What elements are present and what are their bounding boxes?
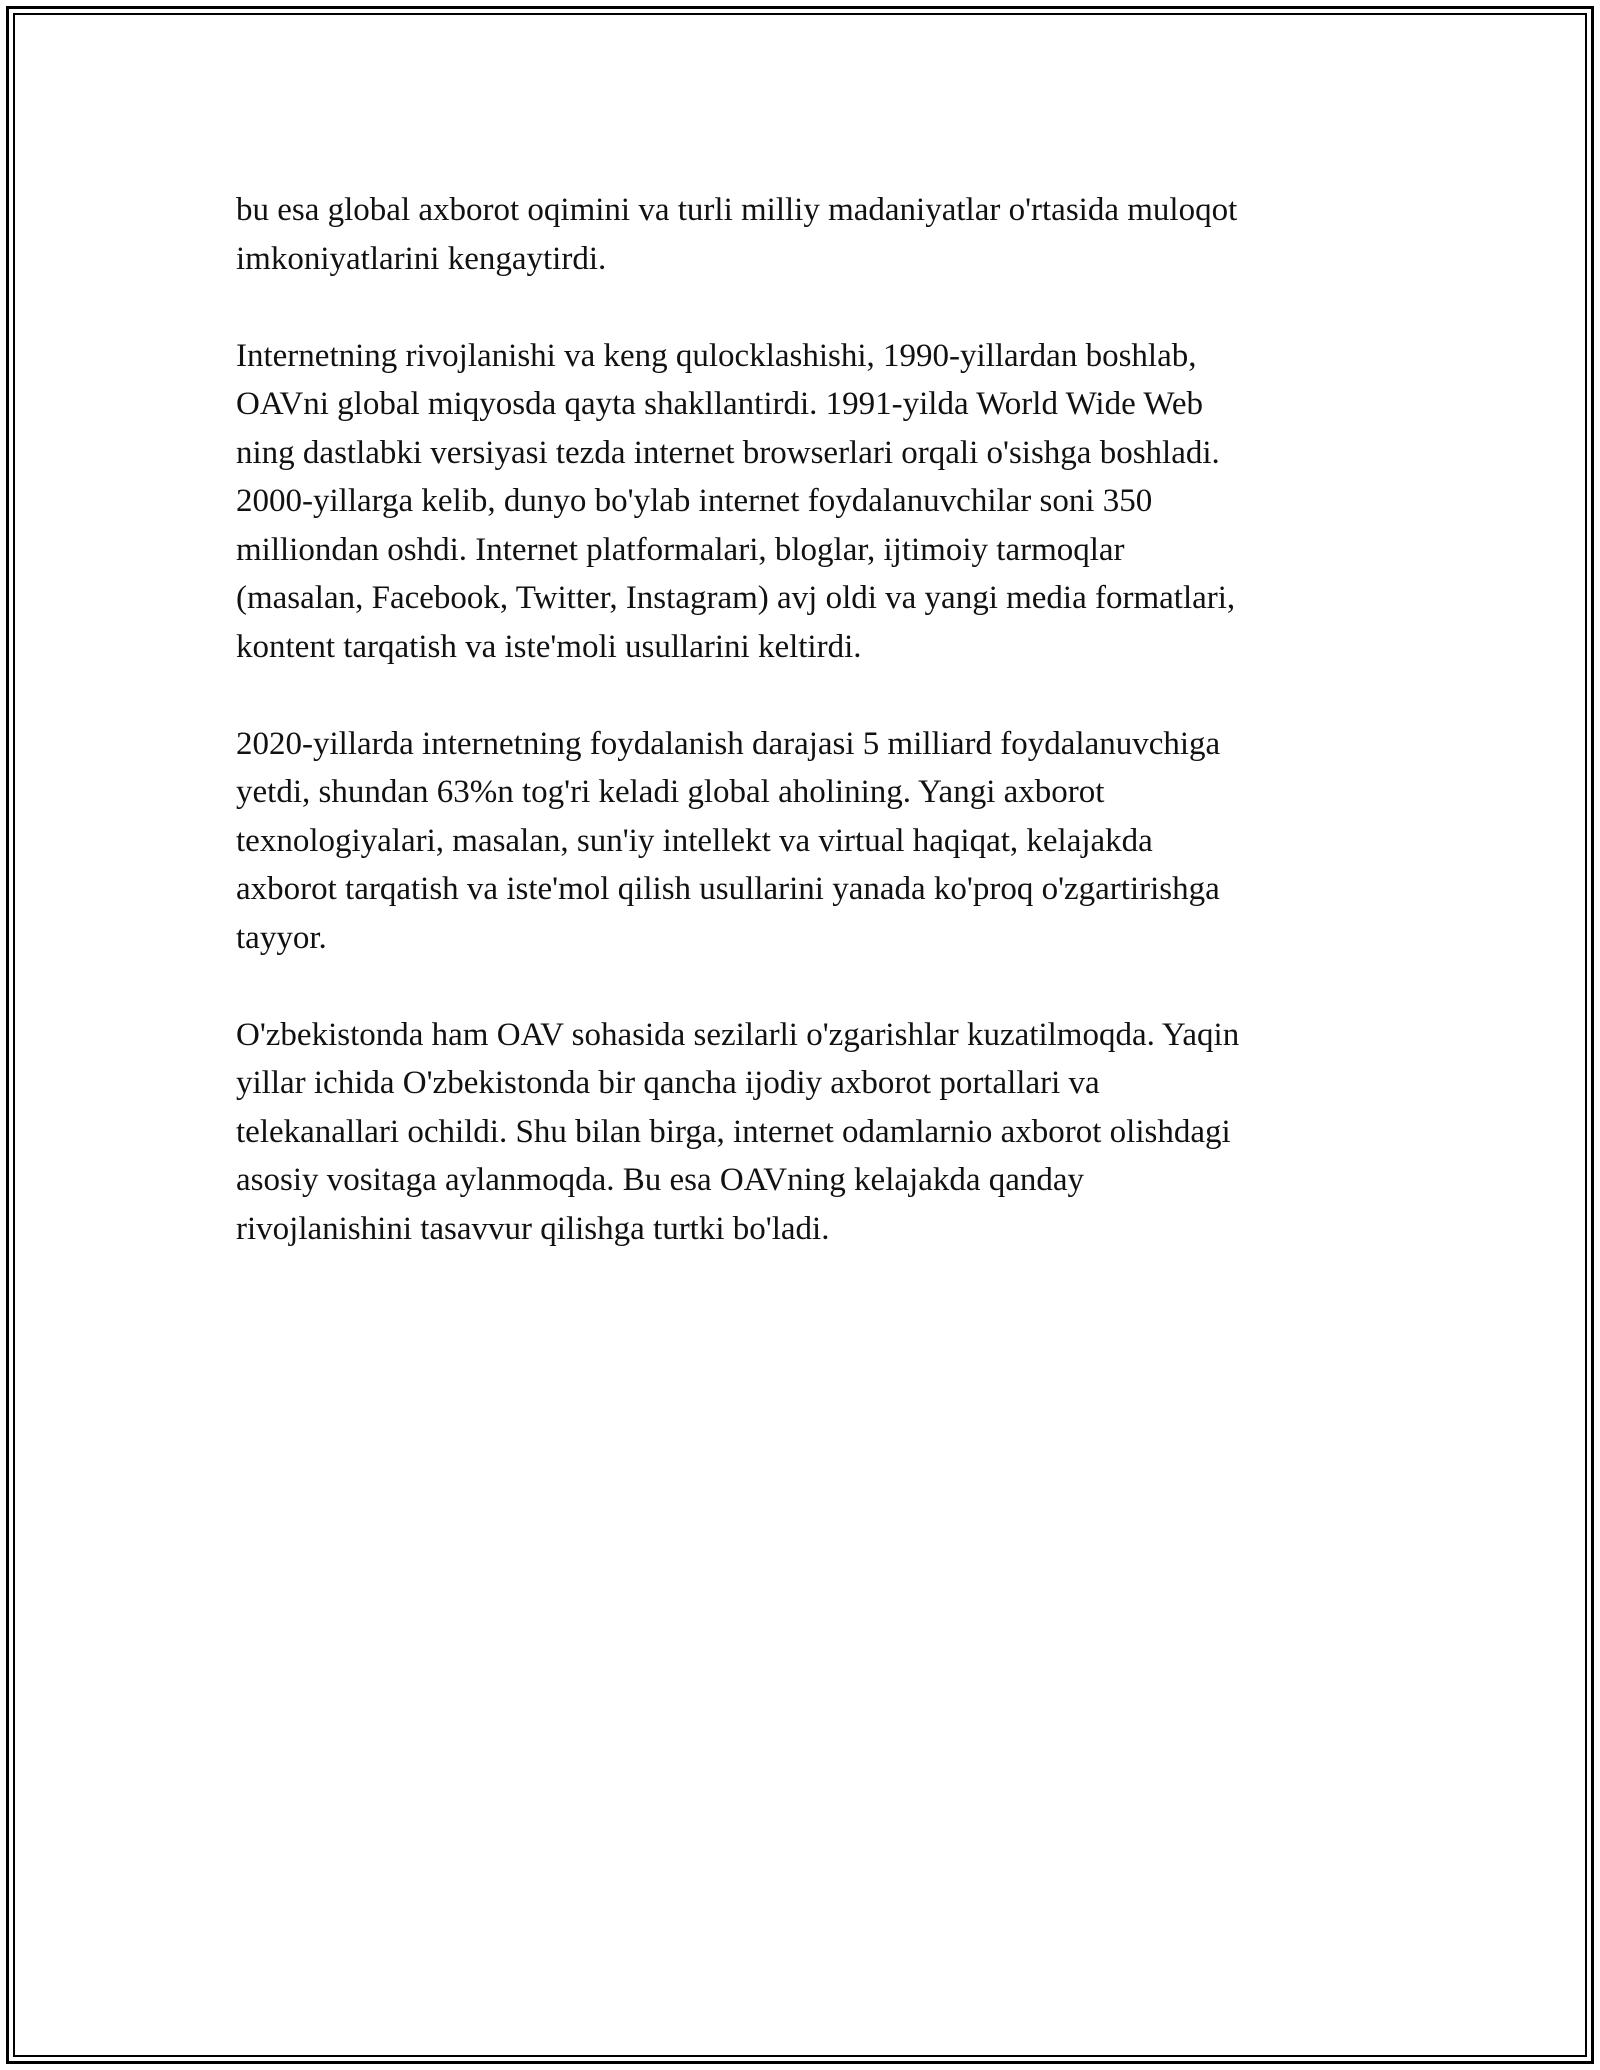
text-line: telekanallari ochildi. Shu bilan birga, internet odamlarnio axborot olishdagi [236, 1113, 1231, 1150]
text-line: asosiy vositaga aylanmoqda. Bu esa OAVning kelajakda qanday [236, 1162, 1085, 1198]
text-line: milliondan oshdi. Internet platformalari, bloglar, ijtimoiy tarmoqlar [236, 531, 1125, 568]
text-line: Internetning rivojlanishi va keng qulocklashishi, 1990-yillardan boshlab, [236, 337, 1197, 374]
text-line: axborot tarqatish va iste'mol qilish usullarini yanada ko'proq o'zgartirishga [236, 871, 1220, 907]
text-line: yillar ichida O'zbekistonda bir qancha ijodiy axborot portallari va [236, 1065, 1100, 1101]
document-body [236, 186, 1416, 1302]
text-line: tayyor. [236, 919, 327, 956]
paragraph-3 [236, 720, 1416, 963]
text-line: 2020-yillarda internetning foydalanish darajasi 5 milliard foydalanuvchiga [236, 725, 1221, 762]
paragraph-1 [236, 186, 1416, 283]
text-line: OAVni global miqyosda qayta shakllantirdi. 1991-yilda World Wide Web [236, 386, 1204, 422]
paragraph-2 [236, 332, 1416, 672]
text-line: O'zbekistonda ham OAV sohasida sezilarli o'zgarishlar kuzatilmoqda. Yaqin [236, 1016, 1240, 1053]
text-line: texnologiyalari, masalan, sun'iy intellekt va virtual haqiqat, kelajakda [236, 822, 1153, 859]
text-line: yetdi, shundan 63%n tog'ri keladi global aholining. Yangi axborot [236, 774, 1105, 810]
text-line: 2000-yillarga kelib, dunyo bo'ylab internet foydalanuvchilar soni 350 [236, 483, 1153, 519]
text-line: imkoniyatlarini kengaytirdi. [236, 240, 607, 277]
text-line: bu esa global axborot oqimini va turli milliy madaniyatlar o'rtasida muloqot [236, 192, 1238, 228]
text-line: (masalan, Facebook, Twitter, Instagram) avj oldi va yangi media formatlari, [236, 580, 1236, 616]
text-line: rivojlanishini tasavvur qilishga turtki bo'ladi. [236, 1210, 830, 1247]
paragraph-4 [236, 1011, 1416, 1254]
text-line: ning dastlabki versiyasi tezda internet browserlari orqali o'sishga boshladi. [236, 434, 1220, 471]
text-line: kontent tarqatish va iste'moli usullarini keltirdi. [236, 628, 862, 665]
